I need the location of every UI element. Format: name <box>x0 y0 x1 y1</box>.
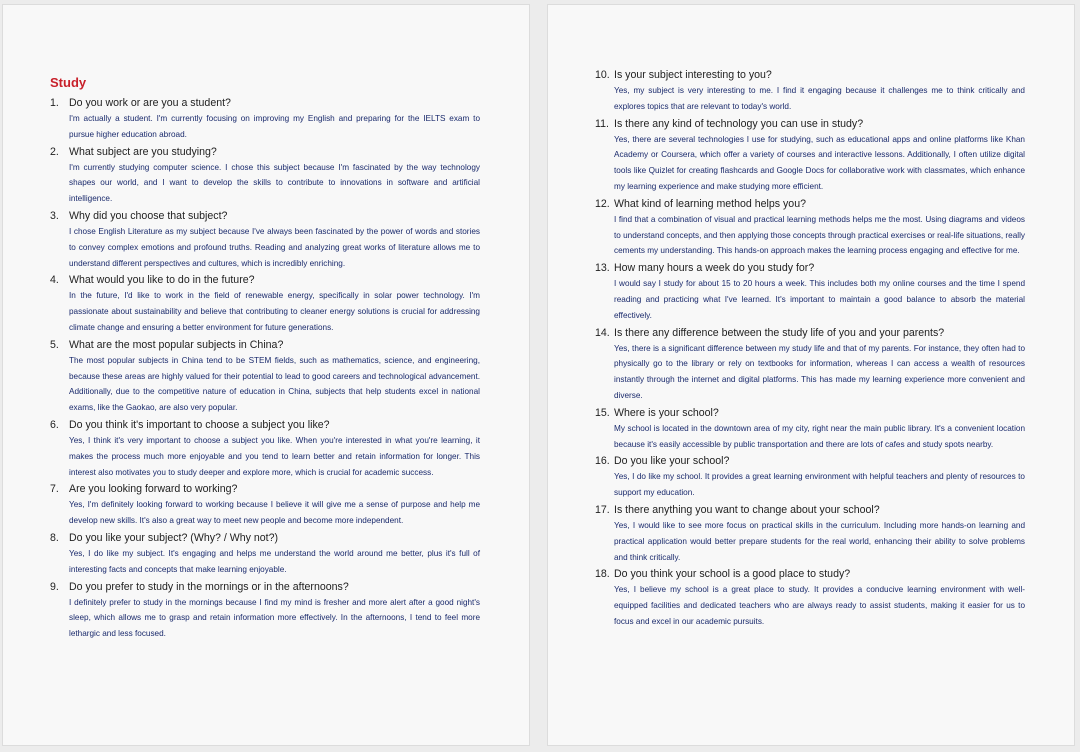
answer-text: Yes, I believe my school is a great place to study. It provides a conducive learning environment with well-equipped facilities and dedicated teachers who are always ready to assist students, making it easier for us to focus and excel in our academic pursuits. <box>614 585 1025 626</box>
qa-item <box>595 566 1027 629</box>
qa-item <box>50 579 482 642</box>
qa-item <box>50 144 482 207</box>
answer-text: I chose English Literature as my subject because I've always been fascinated by the power of words and stories to convey complex emotions and profound truths. Reading and analyzing great works of literature allows me to understand different perspectives and cultures, which is incredibly enriching. <box>69 226 480 268</box>
question-text: What kind of learning method helps you? <box>614 197 806 210</box>
question-text: What would you like to do in the future? <box>69 274 255 287</box>
qa-item <box>595 405 1027 453</box>
answer-text: Yes, my subject is very interesting to me. I find it engaging because it challenges me to think critically and explores topics that are relevant to today's world. <box>614 86 1025 111</box>
question-list-right <box>595 67 1027 630</box>
qa-item <box>595 196 1027 259</box>
question-number: 2. <box>50 145 59 158</box>
answer-text: Yes, there is a significant difference between my study life and that of my parents. For instance, they often had to physically go to the library or rely on textbooks for information, whereas I can access a wealth of resources instantly through the internet and digital platforms. This has made my learning experience more convenient and diverse. <box>614 343 1025 400</box>
question <box>50 530 482 546</box>
question <box>50 337 482 353</box>
question <box>50 272 482 288</box>
question <box>50 208 482 224</box>
question-number: 4. <box>50 274 59 287</box>
question <box>50 144 482 160</box>
question-number: 7. <box>50 483 59 496</box>
question <box>595 67 1027 83</box>
question-list-left <box>50 95 482 642</box>
question <box>595 260 1027 276</box>
answer-text: Yes, I'm definitely looking forward to working because I believe it will give me a sense of purpose and help me develop new skills. It's also a great way to meet new people and become more independent. <box>69 500 480 526</box>
question <box>50 95 482 111</box>
question-number: 15. <box>595 406 610 419</box>
question-text: Do you like your school? <box>614 455 730 468</box>
question-number: 18. <box>595 568 610 581</box>
answer-text: I definitely prefer to study in the mornings because I find my mind is fresher and more alert after a good night's sleep, which allows me to grasp and retain information more effectively. In the afternoons, I tend to feel more lethargic and less focused. <box>69 597 480 639</box>
question-text: Do you think it's important to choose a subject you like? <box>69 418 330 431</box>
qa-item <box>50 530 482 578</box>
question-text: Do you work or are you a student? <box>69 97 231 109</box>
answer-text: My school is located in the downtown area of my city, right near the main public library. It's a convenient location because it's easily accessible by public transportation and there are lots of cafes and study spots nearby. <box>614 423 1025 449</box>
answer-text: The most popular subjects in China tend to be STEM fields, such as mathematics, science, and engineering, because these areas are highly valued for their potential to lead to good careers and technological advancement. Additionally, due to the competitive nature of education in China, subjects that help students excel in national exams, like the Gaokao, are also very popular. <box>69 355 480 413</box>
question <box>595 196 1027 212</box>
qa-item <box>595 453 1027 501</box>
qa-item <box>595 116 1027 195</box>
qa-item <box>50 95 482 143</box>
question-number: 3. <box>50 209 59 222</box>
question-number: 10. <box>595 69 610 81</box>
question-text: Do you think your school is a good place to study? <box>614 568 851 581</box>
question-number: 6. <box>50 418 59 431</box>
qa-item <box>50 337 482 416</box>
page-right <box>547 4 1075 746</box>
question-number: 14. <box>595 326 610 339</box>
question-text: Is your subject interesting to you? <box>614 69 772 81</box>
answer-text: I would say I study for about 15 to 20 hours a week. This includes both my online courses and the time I spend reading and practicing what I've learned. It's important to maintain a good balance to absorb the material effectively. <box>614 279 1025 320</box>
question <box>50 417 482 433</box>
answer-text: Yes, I would like to see more focus on practical skills in the curriculum. Including more hands-on learning and practical application would better prepare students for the real world, enhancing their ability to solve problems and think critically. <box>614 520 1025 562</box>
question-text: Is there any kind of technology you can use in study? <box>614 117 864 130</box>
answer-text: Yes, I think it's very important to choose a subject you like. When you're interested in what you're learning, it makes the process much more enjoyable and you tend to learn better and retain information for longer. This interest also motivates you to study deeper and explore more, which is crucial for academic success. <box>69 435 480 477</box>
page-right-content <box>595 67 1027 631</box>
question-text: Do you prefer to study in the mornings or in the afternoons? <box>69 580 349 593</box>
question <box>50 481 482 497</box>
question-text: Where is your school? <box>614 406 719 419</box>
qa-item <box>595 502 1027 565</box>
answer-text: I find that a combination of visual and practical learning methods helps me the most. Using diagrams and videos to understand concepts, and then applying those concepts through practical exercises or real-life situations, really cements my understanding. This hands-on approach makes the learning process engaging and effective for me. <box>614 214 1025 256</box>
page-left <box>2 4 530 746</box>
qa-item <box>595 260 1027 323</box>
question <box>595 325 1027 341</box>
question <box>595 502 1027 518</box>
question <box>595 566 1027 582</box>
question-text: Is there anything you want to change about your school? <box>614 503 880 516</box>
question-number: 11. <box>595 117 609 130</box>
qa-item <box>50 208 482 271</box>
question-number: 17. <box>595 503 610 516</box>
qa-item <box>595 67 1027 115</box>
page-left-content <box>50 75 482 643</box>
question <box>595 116 1027 132</box>
question-number: 8. <box>50 531 59 544</box>
question-text: Why did you choose that subject? <box>69 209 228 222</box>
question-text: What are the most popular subjects in China? <box>69 338 284 351</box>
question-text: What subject are you studying? <box>69 145 217 158</box>
question-number: 12. <box>595 197 610 210</box>
qa-item <box>50 481 482 529</box>
question-text: Do you like your subject? (Why? / Why not?) <box>69 531 279 544</box>
qa-item <box>50 272 482 335</box>
question-text: Is there any difference between the study life of you and your parents? <box>614 326 945 339</box>
answer-text: In the future, I'd like to work in the field of renewable energy, specifically in solar power technology. I'm passionate about sustainability and believe that contributing to cleaner energy solutions is crucial for addressing climate change and ensuring a better environment for future generations. <box>69 291 480 332</box>
question <box>595 405 1027 421</box>
question-text: Are you looking forward to working? <box>69 483 238 496</box>
answer-text: Yes, I do like my subject. It's engaging and helps me understand the world around me better, plus it's full of interesting facts and concepts that make learning enjoyable. <box>69 548 480 574</box>
answer-text: I'm actually a student. I'm currently focusing on improving my English and preparing for the IELTS exam to pursue higher education abroad. <box>69 114 480 139</box>
question-number: 9. <box>50 580 59 593</box>
question-number: 1. <box>50 97 59 109</box>
qa-item <box>50 417 482 480</box>
question-number: 16. <box>595 455 610 468</box>
question <box>595 453 1027 469</box>
question-number: 5. <box>50 338 59 351</box>
question-number: 13. <box>595 262 610 275</box>
answer-text: I'm currently studying computer science. I chose this subject because I'm fascinated by the way technology shapes our world, and I want to develop the skills to contribute to innovations in software and artificial intelligence. <box>69 162 480 204</box>
question-text: How many hours a week do you study for? <box>614 262 815 275</box>
answer-text: Yes, there are several technologies I use for studying, such as educational apps and online platforms like Khan Academy or Coursera, which offer a variety of courses and interactive lessons. Additionally, I often utilize digital tools like Quizlet for creating flashcards and Google Docs for collaborative work with classmates, which enhance my learning experience and make studying more efficient. <box>614 134 1025 191</box>
qa-item <box>595 325 1027 404</box>
answer-text: Yes, I do like my school. It provides a great learning environment with helpful teachers and plenty of resources to support my education. <box>614 472 1025 498</box>
section-title: Study <box>50 75 87 90</box>
question <box>50 579 482 595</box>
